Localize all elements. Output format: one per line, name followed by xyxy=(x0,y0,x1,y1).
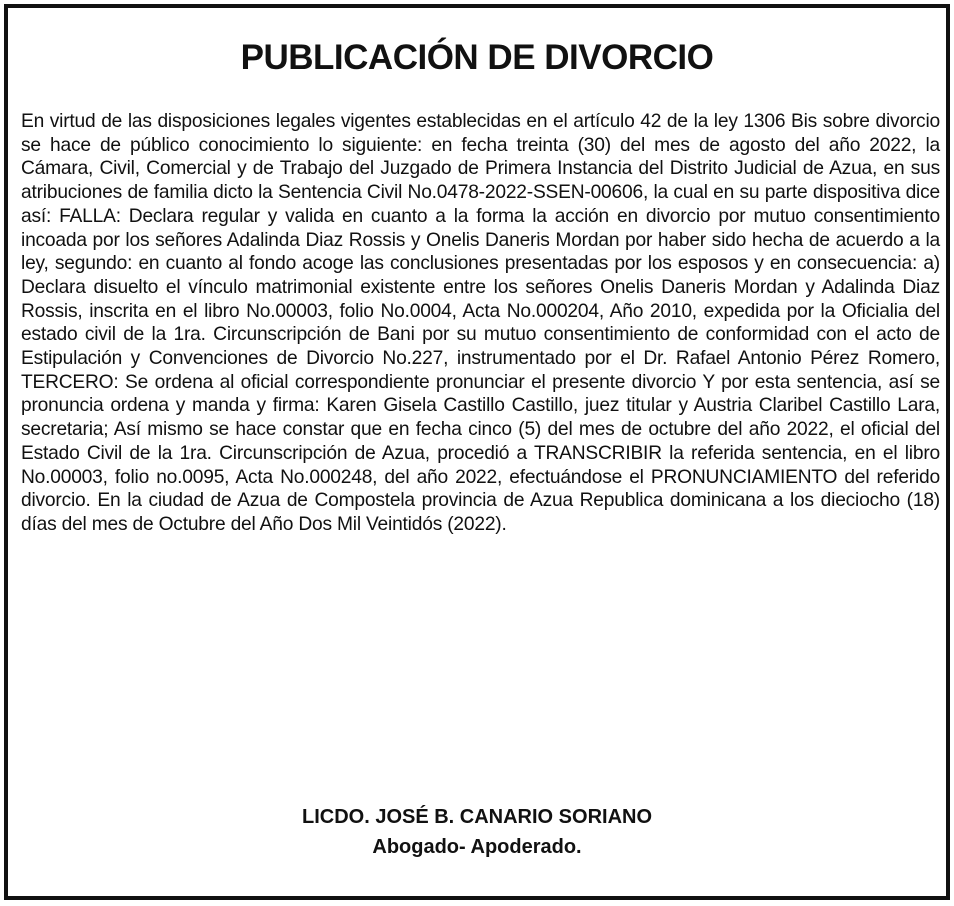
notice-body-paragraph: En virtud de las disposiciones legales vigentes establecidas en el artículo 42 de la ley 1306 Bis sobre divorcio se hace de público conocimiento lo siguiente: en fecha treinta (30) del mes de agosto del año 2022, la Cámara, Civil, Comercial y de Trabajo del Juzgado de Primera Instancia del Distrito Judicial de Azua, en sus atribuciones de familia dicto la Sentencia Civil No.0478-2022-SSEN-00606, la cual en su parte dispositiva dice así: FALLA: Declara regular y valida en cuanto a la forma la acción en divorcio por mutuo consentimiento incoada por los señores Adalinda Diaz Rossis y Onelis Daneris Mordan por haber sido hecha de acuerdo a la ley, segundo: en cuanto al fondo acoge las conclusiones presentadas por los esposos y en consecuencia: a) Declara disuelto el vínculo matrimonial existente entre los señores Onelis Daneris Mordan y Adalinda Diaz Rossis, inscrita en el libro No.00003, folio No.0004, Acta No.000204, Año 2010, expedida por la Oficialia del estado civil de la 1ra. Circunscripción de Bani por su mutuo consentimiento de conformidad con el acto de Estipulación y Convenciones de Divorcio No.227, instrumentado por el Dr. Rafael Antonio Pérez Romero, TERCERO: Se ordena al oficial correspondiente pronunciar el presente divorcio Y por esta sentencia, así se pronuncia ordena y manda y firma: Karen Gisela Castillo Castillo, juez titular y Austria Claribel Castillo Lara, secretaria; Así mismo se hace constar que en fecha cinco (5) del mes de octubre del año 2022, el oficial del Estado Civil de la 1ra. Circunscripción de Azua, procedió a TRANSCRIBIR la referida sentencia, en el libro No.00003, folio no.0095, Acta No.000248, del año 2022, efectuándose el PRONUNCIAMIENTO del referido divorcio. En la ciudad de Azua de Compostela provincia de Azua Republica dominicana a los dieciocho (18) días del mes de Octubre del Año Dos Mil Veintidós (2022). xyxy=(21,111,940,535)
notice-title: PUBLICACIÓN DE DIVORCIO xyxy=(240,38,714,77)
legal-notice-frame xyxy=(4,4,950,900)
signature-block xyxy=(8,802,946,862)
signatory-name: LICDO. JOSÉ B. CANARIO SORIANO xyxy=(301,806,653,828)
signatory-role: Abogado- Apoderado. xyxy=(372,836,582,858)
